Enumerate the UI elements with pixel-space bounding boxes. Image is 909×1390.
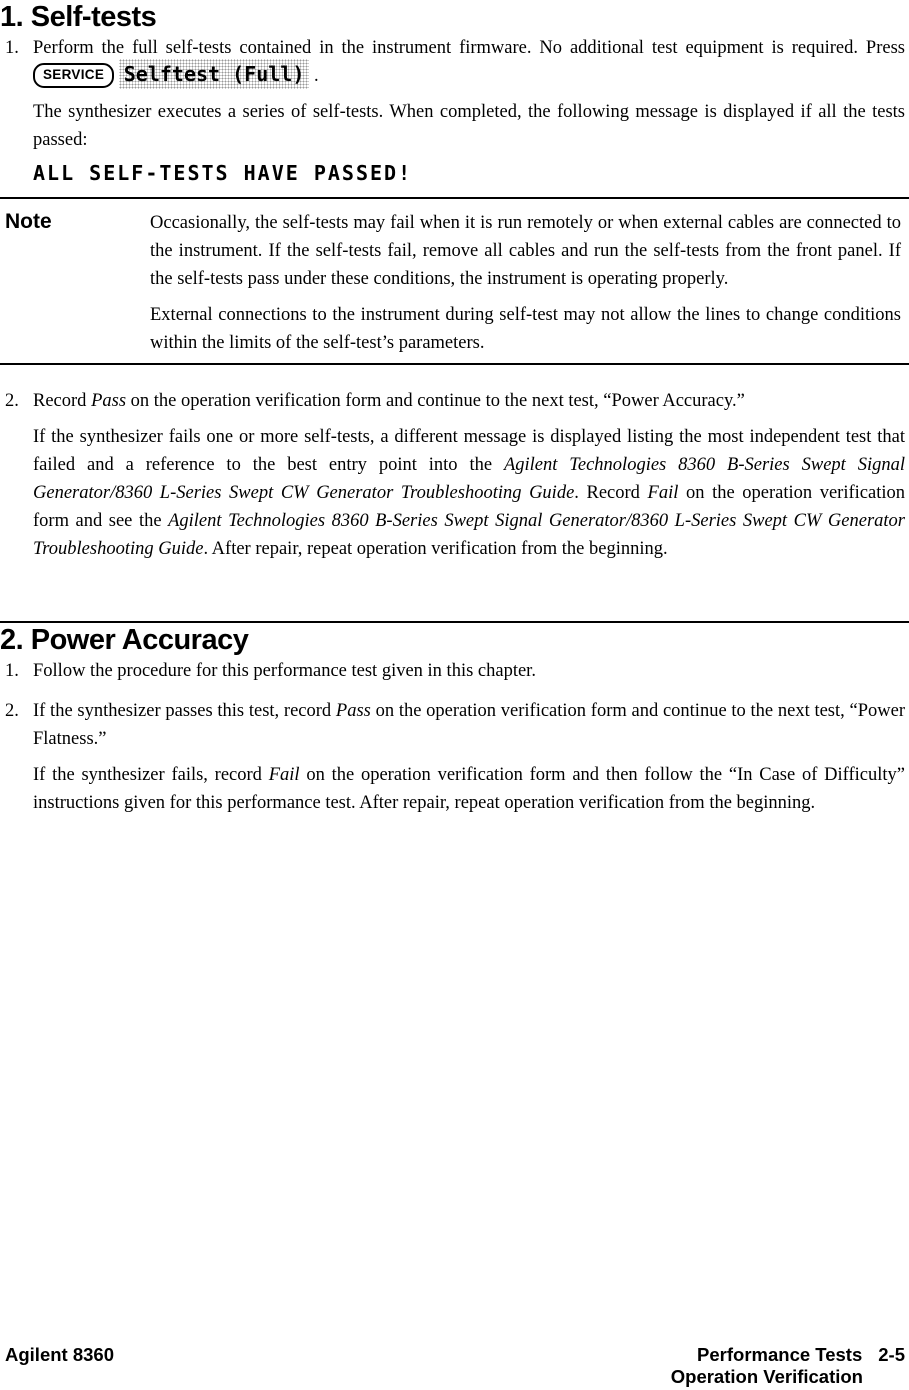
list-item-1: [5, 657, 905, 685]
text-segment: on the operation verification form and see the: [33, 483, 905, 531]
footer-chapter-info: [671, 1344, 905, 1388]
text-segment: .: [309, 66, 319, 86]
text-segment: . Record: [574, 483, 648, 503]
list-item-1: [5, 34, 905, 90]
text-segment: . After repair, repeat operation verification from the beginning.: [203, 539, 668, 559]
note-label: Note: [5, 210, 52, 233]
text-segment: on the operation verification form and continue to the next test, “Power Flatness.”: [33, 701, 905, 749]
service-keycap: SERVICE: [33, 63, 114, 88]
italic-text: Pass: [91, 391, 127, 411]
page-footer: [5, 1344, 905, 1388]
note-body: [150, 209, 901, 357]
list-number: 1.: [5, 38, 19, 58]
list-item-text: [33, 697, 905, 753]
note-paragraph-2: External connections to the instrument during self-test may not allow the lines to change conditions within the limits of the self-test’s parameters.: [150, 305, 901, 353]
list-number: 2.: [5, 391, 19, 411]
selftest-full-softkey: Selftest (Full): [119, 59, 310, 89]
text-segment: Perform the full self-tests contained in the instrument firmware. No additional test equipment is required. Press: [33, 38, 905, 58]
list-item-2: [5, 387, 905, 415]
italic-text: Fail: [647, 483, 679, 503]
text-segment: If the synthesizer fails, record: [33, 765, 269, 785]
divider: [0, 363, 909, 365]
italic-text: Agilent Technologies 8360 B-Series Swept Signal Generator/8360 L-Series Swept CW Generator Troubleshooting Guide: [33, 511, 905, 559]
list-number: 1.: [5, 661, 19, 681]
note-paragraph-1: Occasionally, the self-tests may fail when it is run remotely or when external cables are connected to the instrument. If the self-tests fail, remove all cables and run the self-tests from the front panel. If the self-tests pass under these conditions, the instrument is operating properly.: [150, 213, 901, 289]
paragraph: [33, 761, 905, 817]
footer-page-number: 2-5: [878, 1344, 905, 1365]
section-2-heading: 2. Power Accuracy: [0, 624, 249, 656]
note-block: [5, 199, 905, 363]
footer-chapter-title: Performance Tests: [697, 1344, 863, 1365]
text-segment: on the operation verification form and then follow the “In Case of Difficulty” instructions given for this performance test. After repair, repeat operation verification from the beginning.: [33, 765, 905, 813]
text-segment: Record: [33, 391, 92, 411]
text-segment: If the synthesizer fails one or more self-tests, a different message is displayed listing the most independent test that failed and a reference to the best entry point into the: [33, 427, 905, 475]
footer-product-name: Agilent 8360: [5, 1344, 114, 1365]
section-1-heading: 1. Self-tests: [0, 1, 157, 33]
text-segment: on the operation verification form and continue to the next test, “Power Accuracy.”: [126, 391, 745, 411]
italic-text: Agilent Technologies 8360 B-Series Swept Signal Generator/8360 L-Series Swept CW Generator Troubleshooting Guide: [33, 455, 905, 503]
italic-text: Pass: [335, 701, 371, 721]
instrument-display-message: ALL SELF-TESTS HAVE PASSED!: [33, 161, 413, 185]
list-number: 2.: [5, 701, 19, 721]
list-item-text: [33, 387, 905, 415]
list-item-text: [33, 34, 905, 90]
footer-chapter-line: [671, 1344, 905, 1366]
list-item-2: [5, 697, 905, 753]
paragraph: The synthesizer executes a series of self-tests. When completed, the following message is displayed if all the tests passed:: [33, 102, 905, 150]
text-segment: If the synthesizer passes this test, record: [33, 701, 336, 721]
italic-text: Fail: [268, 765, 300, 785]
footer-section-title: Operation Verification: [670, 1366, 863, 1387]
list-item-text: Follow the procedure for this performance test given in this chapter.: [33, 661, 536, 681]
paragraph: [33, 423, 905, 563]
